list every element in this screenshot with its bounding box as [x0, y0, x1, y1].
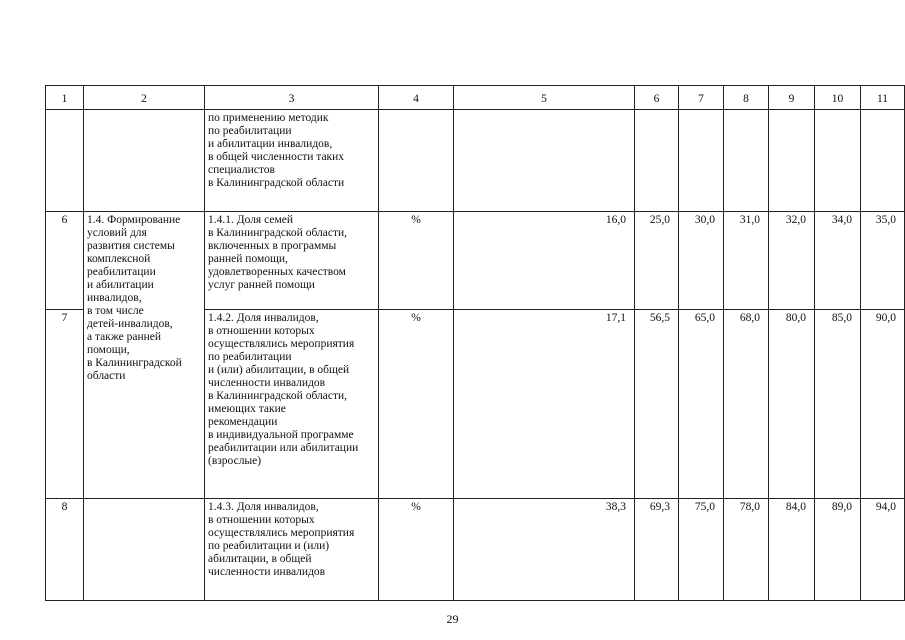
- indicator-cell: 1.4.3. Доля инвалидов, в отношении которых осуществлялись мероприятия по реабилитации и (или) абилитации, в общей численности инвалидов: [205, 499, 379, 601]
- row-number: 6: [46, 212, 84, 310]
- unit-cell: %: [379, 499, 454, 601]
- column-header: 11: [861, 86, 905, 110]
- cell-empty: [769, 110, 815, 212]
- task-name-cell: 1.4. Формирование условий для развития системы комплексной реабилитации и абилитации инвалидов, в том числе детей-инвалидов, а также ранней помощи, в Калининградской области: [84, 212, 205, 499]
- cell-empty: [861, 110, 905, 212]
- indicator-cell: по применению методик по реабилитации и абилитации инвалидов, в общей численности таких специалистов в Калининградской области: [205, 110, 379, 212]
- cell-empty: [724, 110, 769, 212]
- value-cell: 65,0: [679, 310, 724, 499]
- column-header: 6: [635, 86, 679, 110]
- column-header: 5: [454, 86, 635, 110]
- column-header: 9: [769, 86, 815, 110]
- column-header: 2: [84, 86, 205, 110]
- value-cell: 89,0: [815, 499, 861, 601]
- table-row-continuation: [46, 110, 905, 212]
- value-cell: 85,0: [815, 310, 861, 499]
- base-value-cell: 16,0: [454, 212, 635, 310]
- cell-empty: [84, 110, 205, 212]
- value-cell: 94,0: [861, 499, 905, 601]
- indicators-table: [45, 85, 905, 601]
- value-cell: 56,5: [635, 310, 679, 499]
- base-value-cell: 17,1: [454, 310, 635, 499]
- column-header: 8: [724, 86, 769, 110]
- value-cell: 78,0: [724, 499, 769, 601]
- column-header: 4: [379, 86, 454, 110]
- page-number: 29: [446, 612, 459, 626]
- value-cell: 75,0: [679, 499, 724, 601]
- cell-empty: [679, 110, 724, 212]
- column-header: 10: [815, 86, 861, 110]
- value-cell: 34,0: [815, 212, 861, 310]
- value-cell: 90,0: [861, 310, 905, 499]
- column-header: 1: [46, 86, 84, 110]
- indicator-cell: 1.4.1. Доля семей в Калининградской области, включенных в программы ранней помощи, удовлетворенных качеством услуг ранней помощи: [205, 212, 379, 310]
- base-value-cell: 38,3: [454, 499, 635, 601]
- cell-empty: [46, 110, 84, 212]
- cell-empty: [454, 110, 635, 212]
- value-cell: 68,0: [724, 310, 769, 499]
- column-header: 7: [679, 86, 724, 110]
- value-cell: 32,0: [769, 212, 815, 310]
- indicator-cell: 1.4.2. Доля инвалидов, в отношении которых осуществлялись мероприятия по реабилитации и (или) абилитации, в общей численности инвалидов в Калининградской области, имеющих такие рекомендации в индивидуальной программе реабилитации или абилитации (взрослые): [205, 310, 379, 499]
- value-cell: 84,0: [769, 499, 815, 601]
- value-cell: 69,3: [635, 499, 679, 601]
- cell-empty: [815, 110, 861, 212]
- table-row: [46, 499, 905, 601]
- value-cell: 25,0: [635, 212, 679, 310]
- row-number: 8: [46, 499, 84, 601]
- table-row: [46, 212, 905, 310]
- value-cell: 80,0: [769, 310, 815, 499]
- value-cell: 31,0: [724, 212, 769, 310]
- value-cell: 30,0: [679, 212, 724, 310]
- row-number: 7: [46, 310, 84, 499]
- unit-cell: %: [379, 212, 454, 310]
- value-cell: 35,0: [861, 212, 905, 310]
- table-header-row: [46, 86, 905, 110]
- cell-empty: [635, 110, 679, 212]
- column-header: 3: [205, 86, 379, 110]
- cell-empty: [379, 110, 454, 212]
- unit-cell: %: [379, 310, 454, 499]
- cell-empty: [84, 499, 205, 601]
